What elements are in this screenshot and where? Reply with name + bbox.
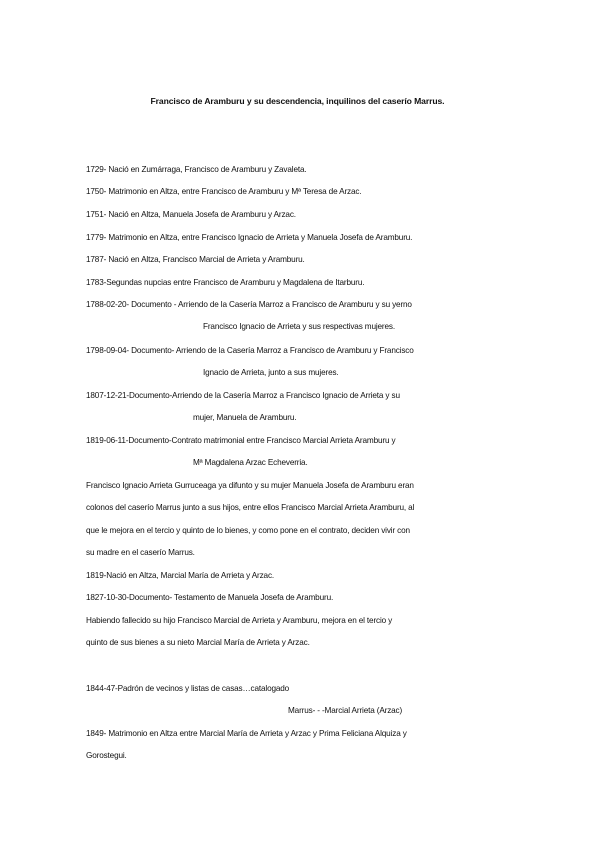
- text-line: 1729- Nació en Zumárraga, Francisco de Aramburu y Zavaleta.: [86, 165, 307, 174]
- text-line: 1788-02-20- Documento - Arriendo de la Casería Marroz a Francisco de Aramburu y su yerno: [86, 300, 412, 309]
- text-line-indented: Mª Magdalena Arzac Echeverria.: [193, 458, 308, 467]
- text-line-indented: Francisco Ignacio de Arrieta y sus respectivas mujeres.: [203, 322, 395, 331]
- text-line: 1849- Matrimonio en Altza entre Marcial María de Arrieta y Arzac y Prima Feliciana Alquiza y: [86, 729, 407, 738]
- text-line: su madre en el caserío Marrus.: [86, 548, 195, 557]
- text-line-indented: mujer, Manuela de Aramburu.: [193, 413, 297, 422]
- text-line: Gorostegui.: [86, 751, 127, 760]
- text-line: 1827-10-30-Documento- Testamento de Manuela Josefa de Aramburu.: [86, 593, 334, 602]
- text-line: 1787- Nació en Altza, Francisco Marcial de Arrieta y Aramburu.: [86, 255, 305, 264]
- text-line: quinto de sus bienes a su nieto Marcial María de Arrieta y Arzac.: [86, 638, 310, 647]
- text-line: 1750- Matrimonio en Altza, entre Francisco de Aramburu y Mª Teresa de Arzac.: [86, 187, 362, 196]
- text-line: 1844-47-Padrón de vecinos y listas de casas…catalogado: [86, 684, 290, 693]
- text-line: 1819-Nació en Altza, Marcial María de Arrieta y Arzac.: [86, 571, 275, 580]
- text-line: que le mejora en el tercio y quinto de lo bienes, y como pone en el contrato, deciden vivir con: [86, 526, 410, 535]
- text-line: 1819-06-11-Documento-Contrato matrimonial entre Francisco Marcial Arrieta Aramburu y: [86, 436, 396, 445]
- text-line: colonos del caserío Marrus junto a sus hijos, entre ellos Francisco Marcial Arrieta Aramburu, al: [86, 503, 415, 512]
- text-line: 1807-12-21-Documento-Arriendo de la Casería Marroz a Francisco Ignacio de Arrieta y su: [86, 391, 400, 400]
- text-line: 1751- Nació en Altza, Manuela Josefa de Aramburu y Arzac.: [86, 210, 296, 219]
- text-line: 1798-09-04- Documento- Arriendo de la Casería Marroz a Francisco de Aramburu y Francisco: [86, 346, 414, 355]
- text-line: 1779- Matrimonio en Altza, entre Francisco Ignacio de Arrieta y Manuela Josefa de Aramburu.: [86, 233, 413, 242]
- text-line: 1783-Segundas nupcias entre Francisco de Aramburu y Magdalena de Itarburu.: [86, 278, 365, 287]
- text-line-indented: Ignacio de Arrieta, junto a sus mujeres.: [203, 368, 339, 377]
- document-title: Francisco de Aramburu y su descendencia, inquilinos del caserío Marrus.: [150, 96, 445, 106]
- text-line: Francisco Ignacio Arrieta Gurruceaga ya difunto y su mujer Manuela Josefa de Aramburu eran: [86, 481, 414, 490]
- text-line: Habiendo fallecido su hijo Francisco Marcial de Arrieta y Aramburu, mejora en el tercio y: [86, 616, 393, 625]
- text-line-indented: Marrus- - -Marcial Arrieta (Arzac): [288, 706, 403, 715]
